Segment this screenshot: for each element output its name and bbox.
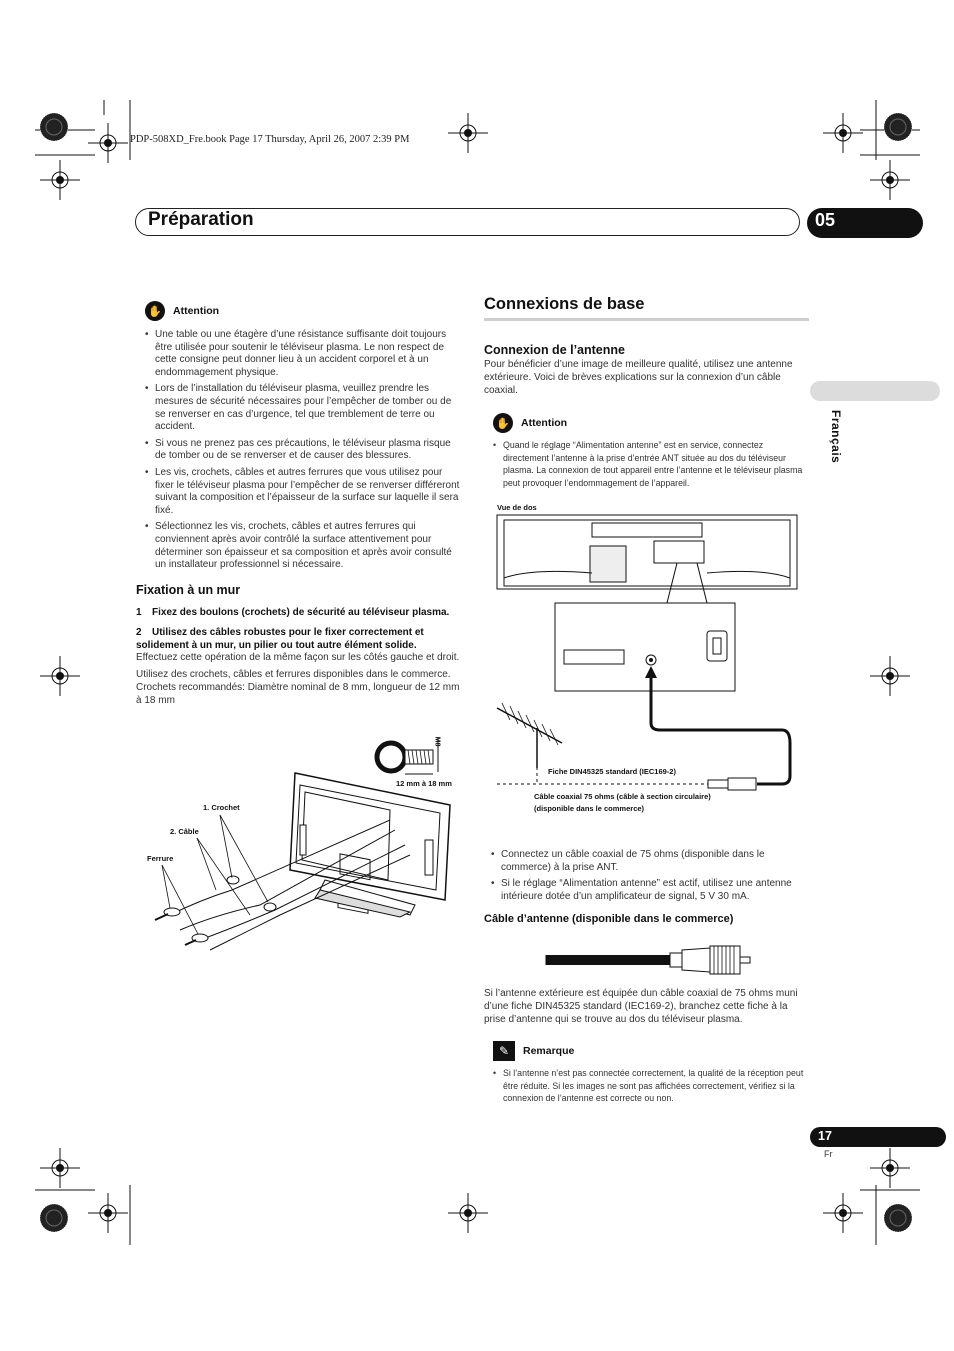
wall-mount-heading: Fixation à un mur [136, 583, 241, 597]
language-label: Français [829, 410, 843, 464]
remark-box [493, 1041, 811, 1109]
connection-notes [491, 849, 809, 907]
step-number: 2 [136, 626, 142, 638]
left-attention-box [145, 301, 463, 576]
coax-label-line2: (disponible dans le commerce) [534, 804, 645, 813]
antenna-cable-heading: Câble d’antenne (disponible dans le commerce) [484, 913, 734, 925]
antenna-connection-heading: Connexion de l’antenne [484, 343, 625, 357]
hooks-paragraph: Utilisez des crochets, câbles et ferrures disponibles dans le commerce. Crochets recommandés: Diamètre nominal de 8 mm, longueur de 12 mm à 18 mm [136, 669, 460, 706]
wall-mount-illustration [140, 730, 465, 960]
remark-header [493, 1041, 811, 1061]
din-paragraph: Si l’antenne extérieure est équipée dun câble coaxial de 75 ohms muni d’une fiche DIN45325 standard (IEC169-2), branchez cette fiche à la prise d’antenne qui se trouve au dos du téléviseur plasma. [484, 988, 798, 1025]
bracket-label: Ferrure [147, 854, 174, 863]
list-item: • Connectez un câble coaxial de 75 ohms (disponible dans le commerce) à la prise ANT. [491, 849, 809, 874]
antenna-illustration [492, 498, 804, 828]
list-item: • Une table ou une étagère d’une résistance suffisante doit toujours être utilisée pour soutenir le téléviseur plasma. Le non respect de cette consigne peut donner lieu à un accident corporel et à un endommagement physique. [145, 329, 463, 379]
attention-header [493, 413, 809, 433]
step-text: Fixez des boulons (crochets) de sécurité au téléviseur plasma. [152, 607, 450, 618]
attention-label: Attention [173, 305, 220, 317]
rear-view-label: Vue de dos [497, 503, 537, 512]
pencil-note-icon: ✎ [493, 1041, 515, 1061]
list-item: • Lors de l’installation du téléviseur plasma, veuillez prendre les mesures de sécurité nécessaires pour l’empêcher de tomber ou de se renverser en cas d’urgence, tel que tremblement de terre ou accident. [145, 383, 463, 433]
hand-stop-icon: ✋ [145, 301, 165, 321]
file-info: PDP-508XD_Fre.book Page 17 Thursday, April 26, 2007 2:39 PM [130, 134, 410, 145]
attention-list [145, 329, 463, 572]
attention-list [493, 439, 809, 489]
step-1 [136, 607, 462, 620]
list-item: • Si le réglage “Alimentation antenne” est actif, utilisez une antenne intérieure dotée d’un amplificateur de signal, 5 V 30 mA. [491, 878, 809, 903]
page-number: 17 [818, 1129, 832, 1143]
connection-bullets [491, 849, 809, 903]
chapter-number: 05 [815, 210, 836, 230]
antenna-cable-illustration [540, 940, 755, 980]
section-title: Préparation [148, 209, 254, 230]
list-item: • Si vous ne prenez pas ces précautions, le téléviseur plasma risque de tomber ou de se renverser et de causer des blessures. [145, 438, 463, 463]
coax-label-line1: Câble coaxial 75 ohms (câble à section circulaire) [534, 792, 711, 801]
step-2 [136, 627, 462, 653]
antenna-cable-drawing [540, 940, 755, 980]
hand-stop-icon: ✋ [493, 413, 513, 433]
bolt-length-label: 12 mm à 18 mm [396, 779, 452, 788]
page-language: Fr [824, 1149, 833, 1159]
basic-connections-title: Connexions de base [484, 295, 645, 313]
language-tab [810, 381, 940, 401]
wall-mount-drawing [140, 730, 465, 960]
wall-mount-steps [136, 607, 462, 708]
attention-header [145, 301, 463, 321]
list-item: • Si l’antenne n’est pas connectée correctement, la qualité de la réception peut être réduite. Si les images ne sont pas affichées correctement, vérifiez si la connexion de l’antenne est correcte ou non. [493, 1067, 811, 1105]
din-plug-label: Fiche DIN45325 standard (IEC169-2) [548, 767, 676, 776]
hook-label: 1. Crochet [203, 803, 240, 812]
title-rule [484, 318, 809, 321]
remark-list [493, 1067, 811, 1105]
list-item: • Sélectionnez les vis, crochets, câbles et autres ferrures qui conviennent après avoir contrôlé la surface attentivement pour déterminer son épaisseur et sa composition et après avoir consulté un installateur professionnel si nécessaire. [145, 521, 463, 571]
remark-label: Remarque [523, 1045, 575, 1057]
step-number: 1 [136, 607, 142, 618]
list-item: • Les vis, crochets, câbles et autres ferrures que vous utilisez pour fixer le téléviseur plasma pour l’empêcher de se renverser différeront suivant la composition et l’épaisseur de la surface sur laquelle il sera fixé. [145, 467, 463, 517]
step-text: Utilisez des câbles robustes pour le fixer correctement et solidement à un mur, un pilier ou tout autre élément solide. [136, 626, 424, 651]
antenna-intro: Pour bénéficier d’une image de meilleure qualité, utilisez une antenne extérieure. Voici de brèves explications sur la connexion d’un câble coaxial. [484, 359, 793, 396]
list-item: • Quand le réglage “Alimentation antenne” est en service, connectez directement l’antenne à la prise d’entrée ANT située au dos du téléviseur plasma. La connexion de tout appareil entre l’antenne et le téléviseur plasma peut provoquer l’endommagement de l’appareil. [493, 439, 809, 489]
antenna-drawing [492, 498, 804, 828]
cable-label: 2. Câble [170, 827, 199, 836]
right-attention-box [493, 413, 809, 493]
m8-label: M8 [433, 736, 441, 747]
step-2-detail: Effectuez cette opération de la même façon sur les côtés gauche et droit. [136, 652, 460, 664]
attention-label: Attention [521, 417, 568, 429]
basic-connections-section [484, 295, 809, 397]
